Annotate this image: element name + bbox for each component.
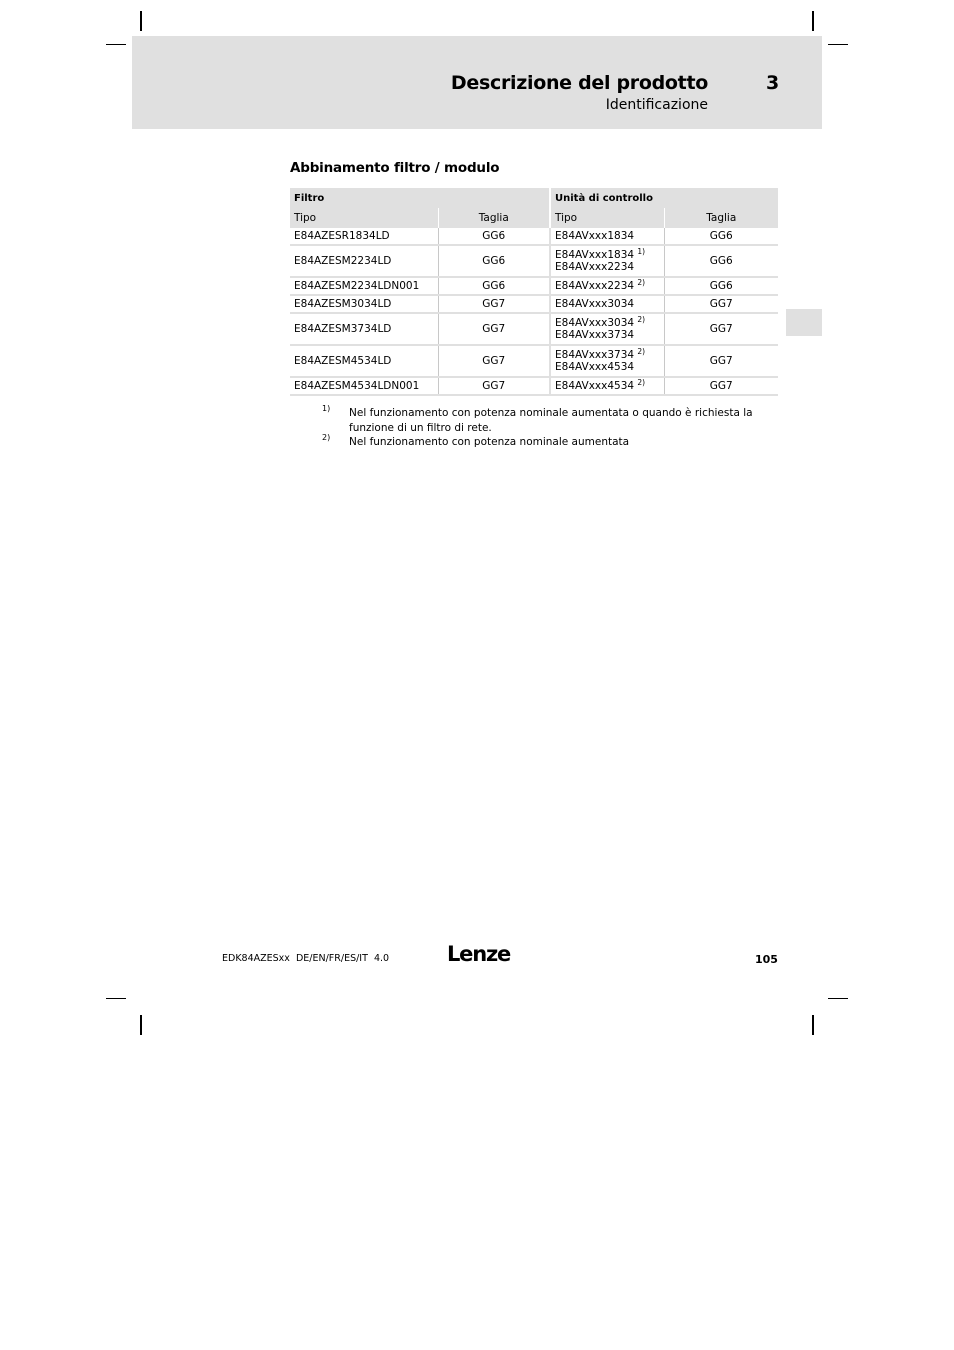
footnote-mark: 1)	[322, 404, 331, 413]
filter-type-cell: E84AZESM4534LDN001	[290, 377, 438, 395]
filter-type-cell: E84AZESM2234LD	[290, 245, 438, 277]
table-row	[290, 345, 778, 377]
crop-mark	[812, 1015, 814, 1035]
control-type-cell: E84AVxxx1834	[550, 228, 664, 245]
crop-mark	[812, 11, 814, 31]
col-header-control-type: Tipo	[550, 208, 664, 228]
lenze-logo: Lenze	[447, 942, 511, 966]
filter-type-cell: E84AZESM2234LDN001	[290, 277, 438, 295]
chapter-side-tab	[786, 309, 822, 336]
table-row	[290, 245, 778, 277]
control-size-cell: GG7	[664, 377, 778, 395]
control-type-cell: E84AVxxx3034 $^{2)}$ E84AVxxx3734	[550, 313, 664, 345]
col-header-filter-type: Tipo	[290, 208, 438, 228]
crop-mark	[828, 998, 848, 999]
control-size-cell: GG7	[664, 295, 778, 313]
filter-type-cell: E84AZESM4534LD	[290, 345, 438, 377]
control-size-cell: GG7	[664, 345, 778, 377]
table-row	[290, 377, 778, 395]
footnote-ref: 2)	[637, 278, 646, 287]
filter-size-cell: GG7	[438, 313, 550, 345]
footnote-text: Nel funzionamento con potenza nominale aumentata	[349, 436, 630, 448]
chapter-title: Descrizione del prodotto	[450, 72, 708, 94]
filter-module-table	[290, 188, 778, 396]
table-row	[290, 228, 778, 245]
control-size-cell: GG6	[664, 228, 778, 245]
filter-size-cell: GG7	[438, 295, 550, 313]
chapter-number: 3	[766, 72, 780, 94]
control-type-cell: E84AVxxx3034	[550, 295, 664, 313]
filter-type-cell: E84AZESM3034LD	[290, 295, 438, 313]
col-header-control-size: Taglia	[664, 208, 778, 228]
footer-languages: DE/EN/FR/ES/IT	[295, 953, 368, 964]
crop-mark	[106, 998, 126, 999]
crop-mark	[106, 44, 126, 45]
filter-size-cell: GG7	[438, 345, 550, 377]
chapter-subtitle: Identificazione	[605, 97, 708, 113]
footer-doc-info	[222, 953, 389, 964]
crop-mark	[140, 1015, 142, 1035]
crop-mark	[140, 11, 142, 31]
control-size-cell: GG6	[664, 277, 778, 295]
filter-type-cell: E84AZESM3734LD	[290, 313, 438, 345]
filter-size-cell: GG6	[438, 277, 550, 295]
footnote-ref: 1)	[637, 247, 646, 256]
footnote-ref: 2)	[637, 378, 646, 387]
footnote-mark: 2)	[322, 433, 331, 442]
control-type-cell: E84AVxxx1834 $^{1)}$ E84AVxxx2234	[550, 245, 664, 277]
footnote-text: Nel funzionamento con potenza nominale aumentata o quando è richiesta la funzione di un filtro di rete.	[349, 407, 753, 434]
footnote-ref: 2)	[637, 347, 646, 356]
group-header-control: Unità di controllo	[550, 188, 778, 208]
section-title: Abbinamento filtro / modulo	[290, 160, 500, 176]
table-row	[290, 277, 778, 295]
filter-type-cell: E84AZESR1834LD	[290, 228, 438, 245]
control-type-cell: E84AVxxx3734 $^{2)}$ E84AVxxx4534	[550, 345, 664, 377]
control-size-cell: GG7	[664, 313, 778, 345]
col-header-filter-size: Taglia	[438, 208, 550, 228]
control-size-cell: GG6	[664, 245, 778, 277]
crop-mark	[828, 44, 848, 45]
table-row	[290, 313, 778, 345]
control-type-cell: E84AVxxx2234 $^{2)}$	[550, 277, 664, 295]
footer-version: 4.0	[373, 953, 390, 964]
table-row	[290, 295, 778, 313]
control-type-cell: E84AVxxx4534 $^{2)}$	[550, 377, 664, 395]
filter-size-cell: GG6	[438, 228, 550, 245]
footer-doc-code: EDK84AZESxx	[222, 953, 290, 964]
page-number: 105	[755, 953, 778, 966]
filter-size-cell: GG6	[438, 245, 550, 277]
footnote-ref: 2)	[637, 315, 646, 324]
filter-size-cell: GG7	[438, 377, 550, 395]
group-header-filter: Filtro	[290, 188, 550, 208]
